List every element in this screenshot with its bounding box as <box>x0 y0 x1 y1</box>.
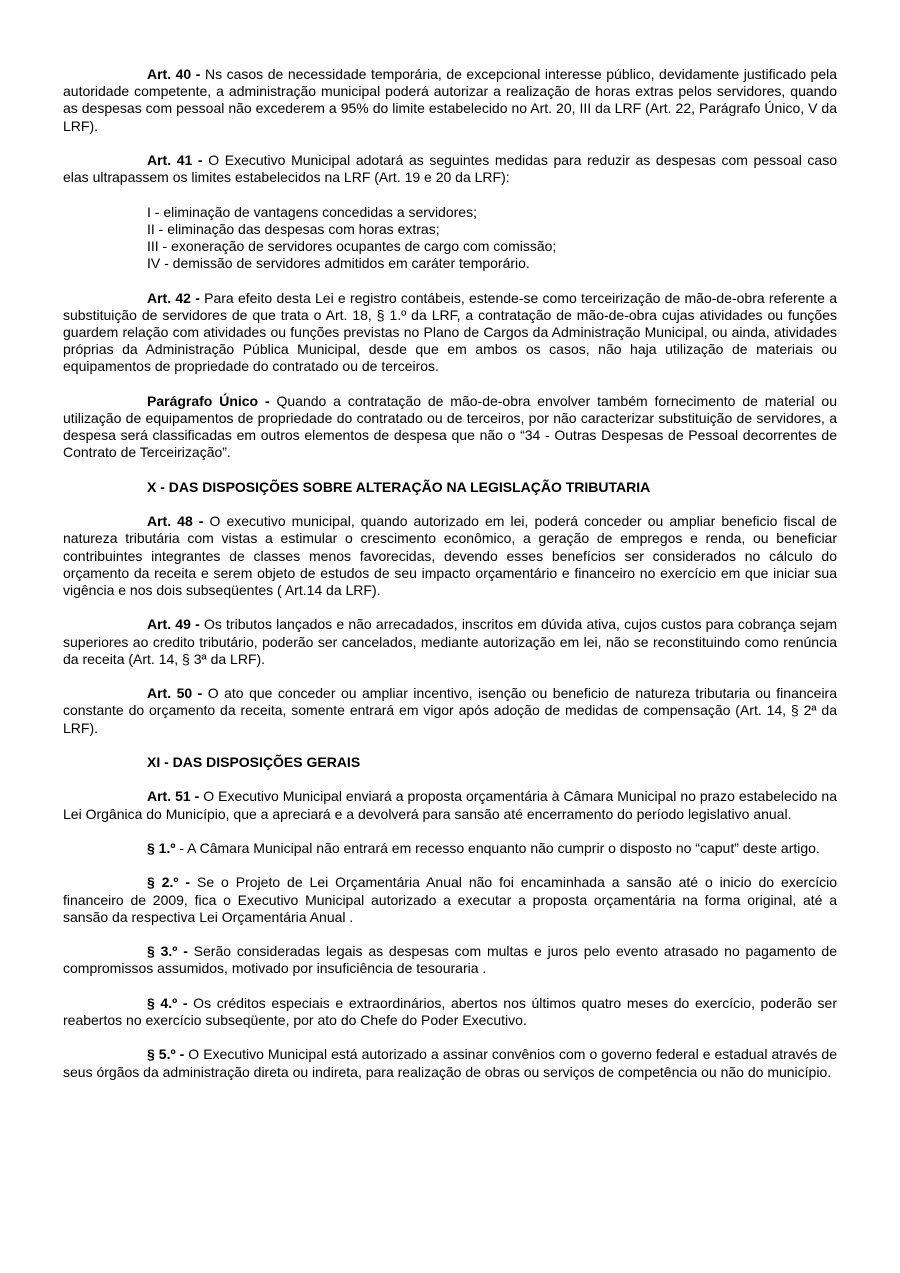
article-label: § 1.º <box>147 839 176 856</box>
paragraph-3 <box>63 943 837 977</box>
article-text: Ns casos de necessidade temporária, de excepcional interesse público, devidamente justificado pela autoridade competente, a administração municipal poderá autorizar a realização de horas extras pelos servidores, quando as despesas com pessoal não excederem a 95% do limite estabelecido no Art. 20, III da LRF (Art. 22, Parágrafo Único, V da LRF). <box>63 66 838 134</box>
article-label: Parágrafo Único - <box>147 392 270 409</box>
article-text: Se o Projeto de Lei Orçamentária Anual não foi encaminhada a sansão até o inicio do exercício financeiro de 2009, fica o Executivo Municipal autorizado a executar a proposta orçamentária na forma original, até a sansão da respectiva Lei Orçamentária Anual . <box>63 874 837 925</box>
article-label: Art. 41 - <box>147 152 203 168</box>
article-40 <box>63 66 837 135</box>
article-label: Art. 51 - <box>147 788 200 805</box>
document-page <box>63 66 837 1098</box>
article-text: O executivo municipal, quando autorizado em lei, poderá conceder ou ampliar beneficio fiscal de natureza tributária com vistas a estimular o crescimento econômico, a geração de empregos e renda, ou beneficiar contribuintes integrantes de classes menos favorecidas, devendo esses benefícios ser considerados no cálculo do orçamento da receita e serem objeto de estudos de seu impacto orçamentário e financeiro no exercício em que iniciar sua vigência e nos dois subseqüentes ( Art.14 da LRF). <box>63 513 837 598</box>
list-item: IV - demissão de servidores admitidos em caráter temporário. <box>147 255 530 272</box>
paragraph-4 <box>63 995 837 1029</box>
article-text: O ato que conceder ou ampliar incentivo, isenção ou beneficio de natureza tributaria ou financeira constante do orçamento da receita, somente entrará em vigor após adoção de medidas de compensação (Art. 14, § 2ª da LRF). <box>63 685 837 736</box>
article-label: § 5.º - <box>147 1046 185 1063</box>
article-41 <box>63 152 837 186</box>
article-label: Art. 40 - <box>147 66 201 82</box>
article-label: § 3.º - <box>147 943 188 960</box>
article-42 <box>63 290 837 376</box>
article-label: Art. 49 - <box>147 616 200 633</box>
article-text: Para efeito desta Lei e registro contábeis, estende-se como terceirização de mão-de-obra referente a substituição de servidores de que trata o Art. 18, § 1.º da LRF, a contratação de mão-de-obra cujas atividades ou funções guardem relação com atividades ou funções previstas no Plano de Cargos da Administração Municipal, ou ainda, atividades próprias da Administração Pública Municipal, desde que em ambos os casos, não haja utilização de materiais ou equipamentos de propriedade do contratado ou de terceiros. <box>63 289 837 375</box>
article-text: O Executivo Municipal está autorizado a assinar convênios com o governo federal e estadual através de seus órgãos da administração direta ou indireta, para realização de obras ou serviços de competência ou não do município. <box>63 1046 837 1080</box>
section-heading-xi: XI - DAS DISPOSIÇÕES GERAIS <box>147 753 361 770</box>
list-item: III - exoneração de servidores ocupantes de cargo com comissão; <box>147 238 557 254</box>
article-text: Quando a contratação de mão-de-obra envolver também fornecimento de material ou utilização de equipamentos de propriedade do contratado ou de terceiros, por não caracterizar substituição de servidores, a despesa será classificadas em outros elementos de despesa que não o “34 - Outras Despesas de Pessoal decorrentes de Contrato de Terceirização”. <box>63 392 837 461</box>
paragrafo-unico <box>63 393 837 462</box>
article-label: § 2.º - <box>147 874 191 891</box>
article-label: Art. 50 - <box>147 685 203 702</box>
article-label: Art. 48 - <box>147 513 204 530</box>
article-50 <box>63 685 837 737</box>
article-text: - A Câmara Municipal não entrará em recesso enquanto não cumprir o disposto no “caput” deste artigo. <box>175 839 820 856</box>
article-41-items <box>147 204 837 273</box>
article-51 <box>63 788 837 822</box>
article-text: Os créditos especiais e extraordinários, abertos nos últimos quatro meses do exercício, poderão ser reabertos no exercício subseqüente, por ato do Chefe do Poder Executivo. <box>63 994 837 1028</box>
list-item: II - eliminação das despesas com horas extras; <box>147 220 440 237</box>
article-label: § 4.º - <box>147 994 188 1011</box>
paragraph-1 <box>63 840 837 857</box>
paragraph-5 <box>63 1046 837 1080</box>
article-text: Serão consideradas legais as despesas com multas e juros pelo evento atrasado no pagamento de compromissos assumidos, motivado por insuficiência de tesouraria . <box>63 943 837 977</box>
section-heading-x: X - DAS DISPOSIÇÕES SOBRE ALTERAÇÃO NA LEGISLAÇÃO TRIBUTARIA <box>147 478 651 495</box>
article-49 <box>63 616 837 668</box>
article-text: O Executivo Municipal adotará as seguintes medidas para reduzir as despesas com pessoal caso elas ultrapassem os limites estabelecidos na LRF (Art. 19 e 20 da LRF): <box>63 152 838 186</box>
article-label: Art. 42 - <box>147 289 200 306</box>
article-text: O Executivo Municipal enviará a proposta orçamentária à Câmara Municipal no prazo estabelecido na Lei Orgânica do Município, que a apreciará e a devolverá para sansão até encerramento do período legislativo anual. <box>63 788 838 822</box>
paragraph-2 <box>63 874 837 926</box>
article-48 <box>63 513 837 599</box>
article-text: Os tributos lançados e não arrecadados, inscritos em dúvida ativa, cujos custos para cobrança sejam superiores ao credito tributário, poderão ser cancelados, mediante autorização em lei, não se reconstituindo como renúncia da receita (Art. 14, § 3ª da LRF). <box>63 616 838 667</box>
list-item: I - eliminação de vantagens concedidas a servidores; <box>147 203 477 220</box>
